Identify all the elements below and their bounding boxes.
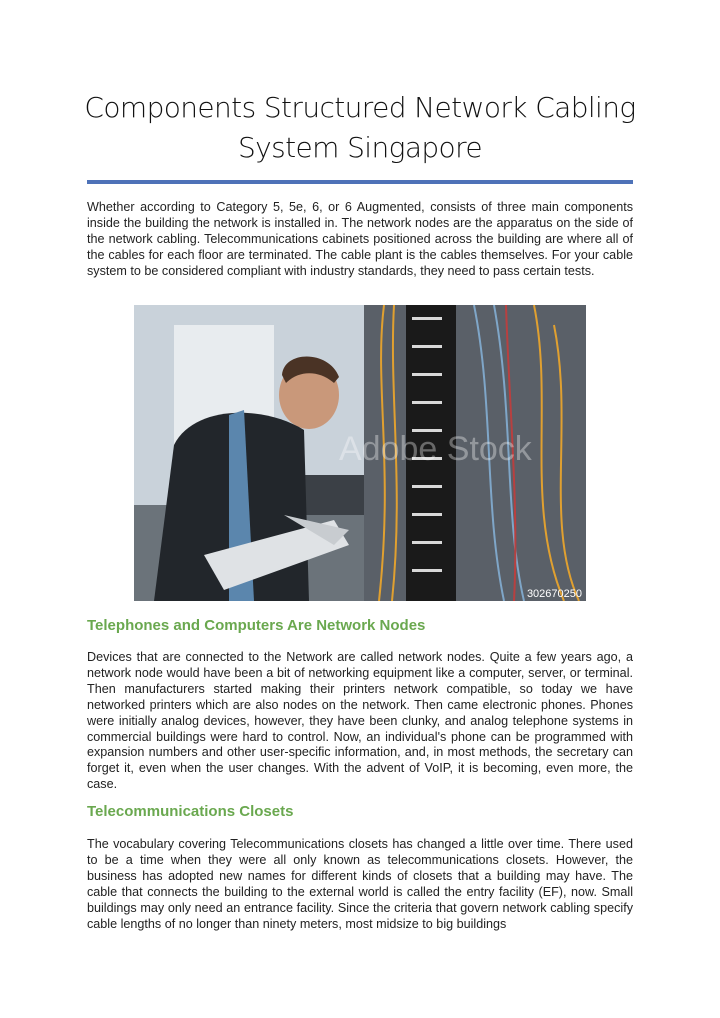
page-title <box>60 88 660 168</box>
photo-illustration <box>134 305 586 601</box>
title-line-1: Components Structured Network Cabling <box>84 91 636 124</box>
section-heading-telecom-closets: Telecommunications Closets <box>87 803 294 820</box>
section-body-telecom-closets: The vocabulary covering Telecommunications closets has changed a little over time. There used to be a time when they were all only known as telecommunications closets. However, the business has adopted new names for different kinds of closets that a building may have. The cable that connects the building to the external world is called the entry facility (EF), now. Small buildings may only need an entrance facility. Since the criteria that govern network cabling specify cable lengths of no longer than ninety meters, most midsize to big buildings <box>87 837 633 931</box>
section-heading-network-nodes: Telephones and Computers Are Network Nodes <box>87 617 426 634</box>
stock-id: 302670250 <box>526 588 582 600</box>
title-line-2: System Singapore <box>238 131 482 164</box>
watermark-text: Adobe Stock <box>339 430 532 468</box>
technician-server-rack-photo <box>134 305 586 601</box>
title-divider <box>87 180 633 184</box>
section-body-network-nodes: Devices that are connected to the Network are called network nodes. Quite a few years ago, a network node would have been a bit of networking equipment like a computer, server, or terminal. Then manufacturers started making their printers network compatible, so today we have networked printers which are also nodes on the network. Then came electronic phones. Phones were initially analog devices, however, they have been clunky, and analog telephone systems in commercial buildings were hard to control. Now, an individual's phone can be programmed with expansion numbers and other user-specific information, and, in most methods, the secretary can forget it, even when the user changes. With the advent of VoIP, it is becoming, even more, the case. <box>87 650 633 792</box>
intro-paragraph: Whether according to Category 5, 5e, 6, or 6 Augmented, consists of three main components inside the building the network is installed in. The network nodes are the apparatus on the side of the network cabling. Telecommunications cabinets positioned across the building are where all of the cables for each floor are terminated. The cable plant is the cables themselves. For your cable system to be considered compliant with industry standards, they need to pass certain tests. <box>87 200 633 278</box>
